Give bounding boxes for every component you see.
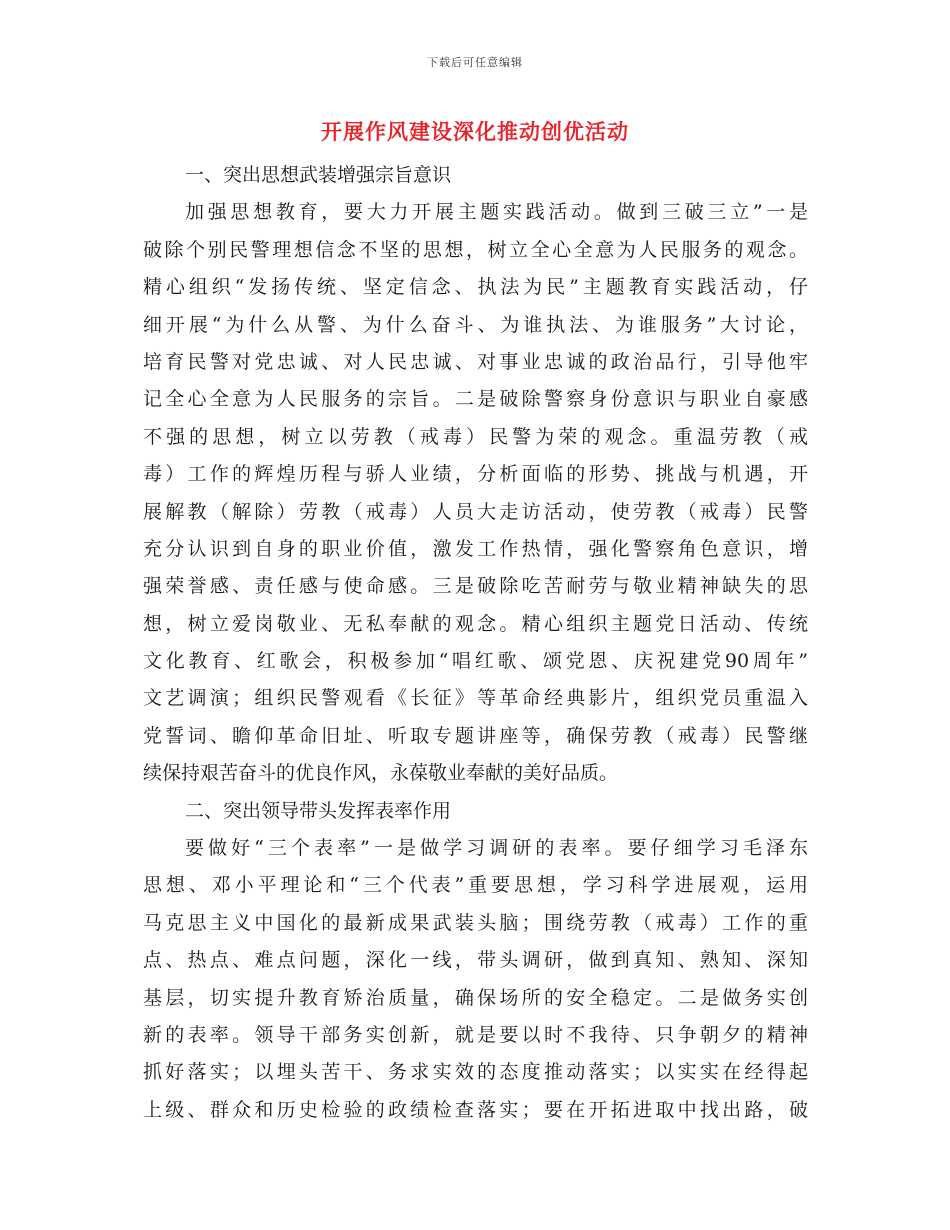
paragraph-line: 要做好“三个表率”一是做学习调研的表率。要仔细学习毛泽东	[185, 837, 808, 860]
paragraph-line: 想，树立爱岗敬业、无私奉献的观念。精心组织主题党日活动、传统	[143, 612, 808, 635]
paragraph-line: 细开展“为什么从警、为什么奋斗、为谁执法、为谁服务”大讨论，	[143, 313, 808, 336]
section-heading: 一、突出思想武装增强宗旨意识	[185, 164, 452, 186]
paragraph-line: 破除个别民警理想信念不坚的思想，树立全心全意为人民服务的观念。	[143, 238, 808, 261]
document-title: 开展作风建设深化推动创优活动	[321, 119, 629, 144]
paragraph-line: 充分认识到自身的职业价值，激发工作热情，强化警察角色意识，增	[143, 537, 808, 560]
paragraph-line: 精心组织“发扬传统、坚定信念、执法为民”主题教育实践活动，仔	[143, 276, 808, 299]
paragraph-line: 毒）工作的辉煌历程与骄人业绩，分析面临的形势、挑战与机遇，开	[143, 463, 808, 486]
paragraph-line: 文化教育、红歌会，积极参加“唱红歌、颂党恩、庆祝建党90周年”	[143, 650, 808, 673]
paragraph-line: 新的表率。领导干部务实创新，就是要以时不我待、只争朝夕的精神	[143, 1023, 808, 1046]
header-note: 下载后可任意编辑	[427, 56, 523, 69]
paragraph-line: 展解教（解除）劳教（戒毒）人员大走访活动，使劳教（戒毒）民警	[143, 500, 808, 523]
paragraph-line: 不强的思想，树立以劳教（戒毒）民警为荣的观念。重温劳教（戒	[143, 425, 808, 448]
paragraph-line: 基层，切实提升教育矫治质量，确保场所的安全稳定。二是做务实创	[143, 986, 808, 1009]
paragraph-line: 强荣誉感、责任感与使命感。三是破除吃苦耐劳与敬业精神缺失的思	[143, 575, 808, 598]
paragraph-line: 文艺调演；组织民警观看《长征》等革命经典影片，组织党员重温入	[143, 687, 808, 710]
paragraph-line: 抓好落实；以埋头苦干、务求实效的态度推动落实；以实实在经得起	[143, 1061, 808, 1084]
paragraph-line: 党誓词、瞻仰革命旧址、听取专题讲座等，确保劳教（戒毒）民警继	[143, 724, 808, 747]
paragraph-line: 马克思主义中国化的最新成果武装头脑；围绕劳教（戒毒）工作的重	[143, 911, 808, 934]
paragraph-line: 上级、群众和历史检验的政绩检查落实；要在开拓进取中找出路，破	[143, 1098, 808, 1121]
paragraph-line: 续保持艰苦奋斗的优良作风，永葆敬业奉献的美好品质。	[143, 762, 619, 785]
section-heading: 二、突出领导带头发挥表率作用	[185, 799, 452, 822]
document-body	[143, 157, 808, 1129]
paragraph-line: 点、热点、难点问题，深化一线，带头调研，做到真知、熟知、深知	[143, 949, 808, 972]
paragraph-line: 加强思想教育，要大力开展主题实践活动。做到三破三立”一是	[185, 201, 808, 224]
paragraph-line: 思想、邓小平理论和“三个代表”重要思想，学习科学进展观，运用	[143, 874, 808, 897]
paragraph-line: 培育民警对党忠诚、对人民忠诚、对事业忠诚的政治品行，引导他牢	[143, 350, 808, 373]
paragraph-line: 记全心全意为人民服务的宗旨。二是破除警察身份意识与职业自豪感	[143, 388, 808, 411]
